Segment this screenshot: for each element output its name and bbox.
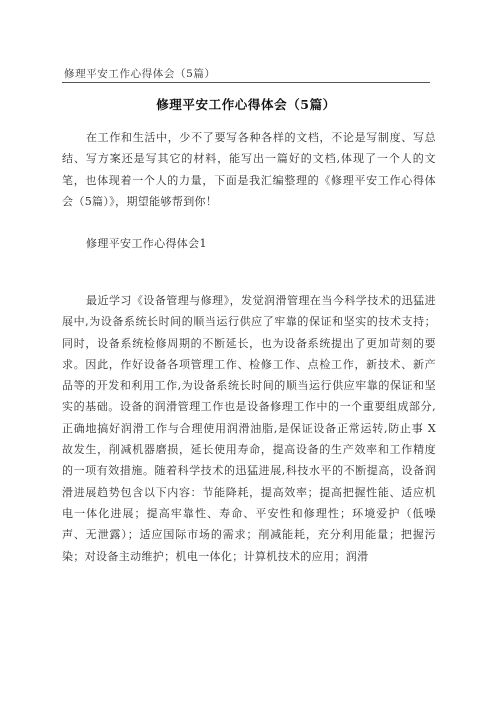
intro-text: 在工作和生活中，少不了要写各种各样的文档，不论是写制度、写总结、写方案还是写其它的材料，能写出一篇好的文档,体现了一个人的文笔，也体现着一个人的力量，下面是我汇编整理的《修理平安工作心得体会（5篇）》，期望能够帮到你！: [62, 131, 436, 208]
paragraph-1-text: 最近学习《设备管理与修理》，发觉润滑管理在当今科学技术的迅猛进展中,为设备系统长时间的顺当运行供应了牢靠的保证和坚实的技术支持；同时，设备系统检修周期的不断延长，也为设备系统提出了更加苛刻的要求。因此，作好设备各项管理工作、检修工作、点检工作，新技术、新产品等的开发和利用工作,为设备系统长时间的顺当运行供应牢靠的保证和坚实的基础。设备的润滑管理工作也是设备修理工作中的一个重要组成部分,正确地搞好润滑工作与合理使用润滑油脂,是保证设备正常运转,防止事 X 故发生，削减机器磨损，延长使用寿命，提高设备的生产效率和工作精度的一项有效措施。随着科学技术的迅猛进展,科技水平的不断提高，设备润滑进展趋势包含以下内容：节能降耗，提高效率；提高把握性能、适应机电一体化进展；提高牢靠性、寿命、平安性和修理性；环境爱护（低噪声、无泄露）；适应国际市场的需求；削减能耗，充分利用能量；把握污染；对设备主动维护；机电一体化；计算机技术的应用；润滑: [62, 294, 436, 563]
section-heading: 修理平安工作心得体会1: [86, 237, 207, 250]
running-header: 修理平安工作心得体会（5篇）: [64, 68, 216, 80]
header-divider: [62, 82, 430, 83]
document-title: 修理平安工作心得体会（5篇）: [156, 97, 336, 112]
intro-paragraph: [62, 127, 436, 212]
body-paragraph-1: [62, 290, 436, 567]
